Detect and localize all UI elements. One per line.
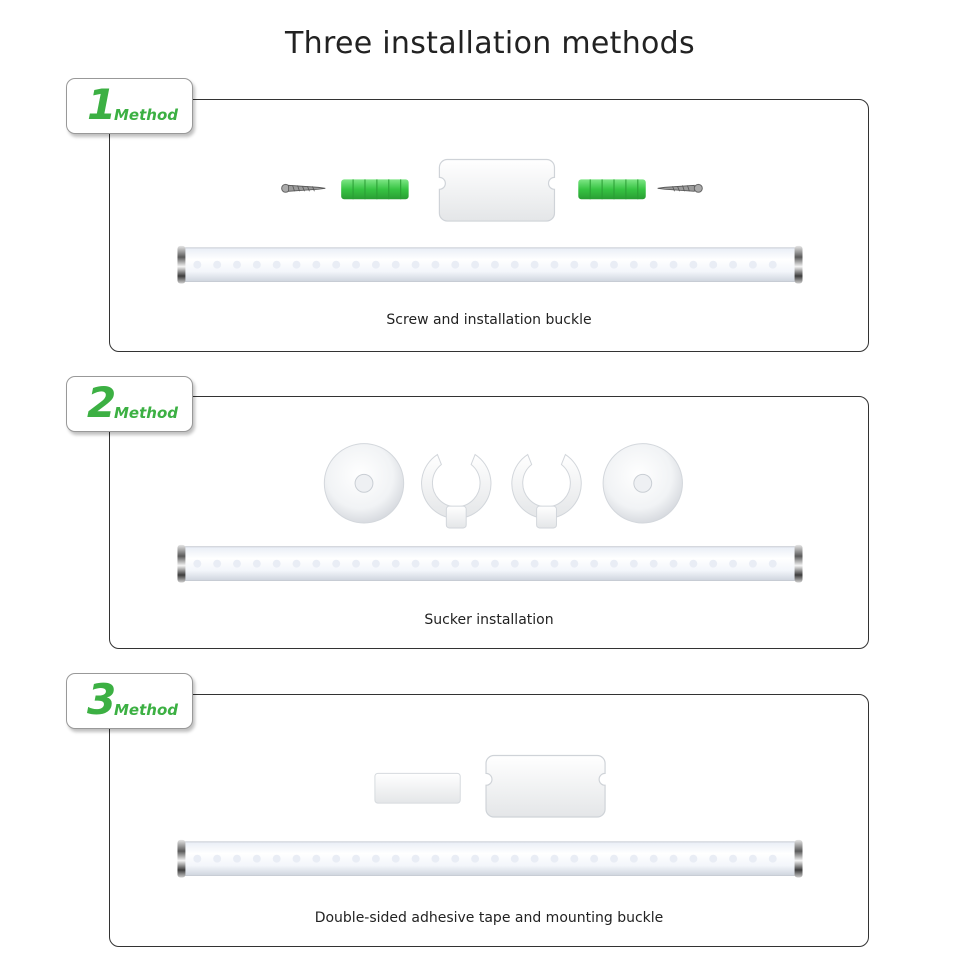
led-dot: [233, 261, 241, 269]
led-dot: [610, 261, 618, 269]
led-dot: [670, 560, 678, 568]
led-dot: [213, 855, 221, 863]
led-light-bar: [177, 545, 802, 583]
led-dot: [471, 261, 479, 269]
led-dot: [630, 261, 638, 269]
led-dot: [193, 855, 201, 863]
method-3-badge: [66, 673, 193, 729]
tube-clip-icon: [512, 455, 581, 528]
led-dot: [630, 855, 638, 863]
led-dot: [213, 560, 221, 568]
led-dot: [570, 855, 578, 863]
method-label: Method: [114, 404, 178, 422]
led-dot: [273, 261, 281, 269]
led-dot: [670, 261, 678, 269]
led-dot: [372, 855, 380, 863]
led-dot: [392, 560, 400, 568]
method-number: 1: [87, 80, 117, 129]
led-dot: [312, 261, 320, 269]
led-dot: [749, 855, 757, 863]
led-dot: [689, 261, 697, 269]
led-dot: [352, 560, 360, 568]
led-dot: [332, 261, 340, 269]
led-dot: [729, 560, 737, 568]
led-dot: [312, 855, 320, 863]
mounting-buckle-icon: [486, 756, 605, 818]
led-dot: [689, 855, 697, 863]
led-dot: [253, 560, 261, 568]
led-dot: [273, 855, 281, 863]
method-1-panel: [109, 99, 869, 352]
led-dot: [392, 855, 400, 863]
led-dot: [332, 855, 340, 863]
led-dot: [551, 560, 559, 568]
led-dot: [193, 560, 201, 568]
led-dot: [650, 261, 658, 269]
led-dot: [412, 855, 420, 863]
led-dot: [729, 261, 737, 269]
led-dot: [630, 560, 638, 568]
screw-icon: [658, 184, 703, 192]
led-dot: [729, 855, 737, 863]
led-dot: [650, 855, 658, 863]
led-dot: [451, 560, 459, 568]
led-dot: [431, 855, 439, 863]
suction-cup-icon: [324, 444, 403, 523]
method-2-parts: [110, 397, 868, 648]
led-dot: [769, 855, 777, 863]
led-dot: [590, 855, 598, 863]
led-dot: [213, 261, 221, 269]
method-3-panel: [109, 694, 869, 947]
method-1-badge: [66, 78, 193, 134]
led-dot: [531, 855, 539, 863]
led-dot: [511, 560, 519, 568]
mounting-buckle-icon: [439, 160, 554, 222]
method-3-caption: Double-sided adhesive tape and mounting buckle: [314, 910, 664, 926]
led-dot: [293, 560, 301, 568]
led-dot: [709, 855, 717, 863]
led-dot: [769, 560, 777, 568]
led-dot: [372, 560, 380, 568]
led-dot: [610, 560, 618, 568]
led-dot: [392, 261, 400, 269]
method-number: 2: [87, 378, 117, 427]
method-2-panel: [109, 396, 869, 649]
led-dot: [352, 855, 360, 863]
led-dot: [590, 261, 598, 269]
led-dot: [412, 560, 420, 568]
led-dot: [293, 261, 301, 269]
led-dot: [511, 261, 519, 269]
led-dot: [551, 855, 559, 863]
page-title: Three installation methods: [285, 26, 695, 61]
method-3-parts: [110, 695, 868, 946]
led-dot: [610, 855, 618, 863]
led-dot: [471, 560, 479, 568]
led-dot: [650, 560, 658, 568]
screw-icon: [282, 184, 326, 192]
tube-clip-icon: [422, 455, 491, 528]
led-dot: [689, 560, 697, 568]
method-label: Method: [114, 701, 178, 719]
led-dot: [451, 261, 459, 269]
led-dot: [570, 261, 578, 269]
led-dot: [253, 261, 261, 269]
method-2-caption: Sucker installation: [424, 612, 554, 628]
led-dot: [233, 855, 241, 863]
led-light-bar: [177, 246, 802, 284]
led-dot: [511, 855, 519, 863]
led-dot: [491, 855, 499, 863]
method-2-badge: [66, 376, 193, 432]
adhesive-tape-icon: [375, 773, 460, 803]
led-dot: [431, 560, 439, 568]
method-1-caption: Screw and installation buckle: [386, 312, 592, 328]
wall-anchor-icon: [341, 179, 408, 199]
led-dot: [352, 261, 360, 269]
led-dot: [312, 560, 320, 568]
led-dot: [709, 261, 717, 269]
suction-cup-icon: [603, 444, 682, 523]
led-dot: [531, 261, 539, 269]
led-dot: [332, 560, 340, 568]
led-dot: [193, 261, 201, 269]
led-dot: [551, 261, 559, 269]
led-light-bar: [177, 840, 802, 878]
led-dot: [471, 855, 479, 863]
led-dot: [590, 560, 598, 568]
led-dot: [570, 560, 578, 568]
led-dot: [293, 855, 301, 863]
method-label: Method: [114, 106, 178, 124]
led-dot: [431, 261, 439, 269]
led-dot: [253, 855, 261, 863]
wall-anchor-icon: [578, 179, 645, 199]
led-dot: [491, 560, 499, 568]
led-dot: [372, 261, 380, 269]
method-number: 3: [87, 675, 117, 724]
led-dot: [531, 560, 539, 568]
led-dot: [769, 261, 777, 269]
led-dot: [412, 261, 420, 269]
led-dot: [749, 560, 757, 568]
led-dot: [491, 261, 499, 269]
led-dot: [451, 855, 459, 863]
led-dot: [749, 261, 757, 269]
led-dot: [709, 560, 717, 568]
led-dot: [233, 560, 241, 568]
led-dot: [670, 855, 678, 863]
led-dot: [273, 560, 281, 568]
